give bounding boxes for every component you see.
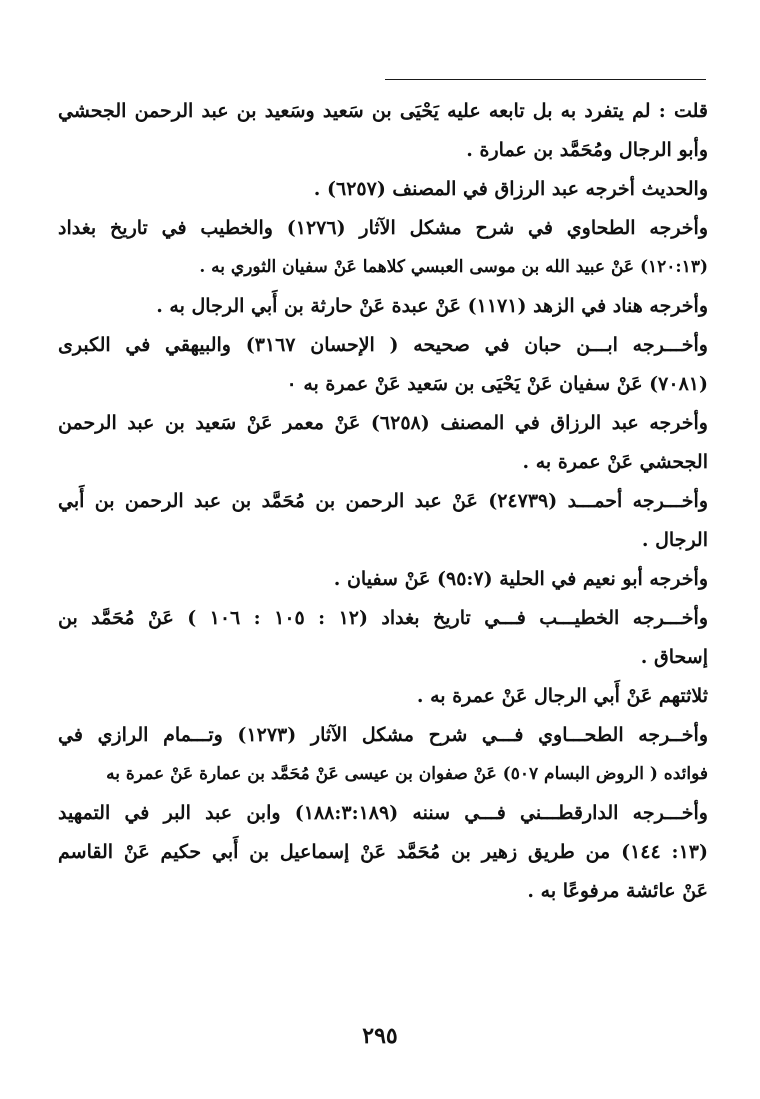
- text-line: وأخرجه الطحاوي في شرح مشكل الآثار (١٢٧٦) والخطيب في تاريخ بغداد: [58, 217, 708, 239]
- text-line: ثلاثتهم عَنْ أَبي الرجال عَنْ عمرة به .: [416, 685, 708, 707]
- text-line: عَنْ عائشة مرفوعًا به .: [527, 880, 708, 902]
- text-line: الجحشي عَنْ عمرة به .: [522, 451, 708, 473]
- text-line: وأخـــرجه ابـــن حبان في صحيحه ( الإحسان ٣١٦٧) والبيهقي في الكبرى: [58, 334, 708, 356]
- text-line: وأخـــرجه أحمـــد (٢٤٧٣٩) عَنْ عبد الرحمن بن مُحَمَّد بن عبد الرحمن بن أَبي: [58, 490, 708, 512]
- text-line: إسحاق .: [640, 646, 708, 668]
- text-line: قلت : لم يتفرد به بل تابعه عليه يَحْيَى بن سَعيد وسَعيد بن عبد الرحمن الجحشي: [58, 100, 708, 122]
- text-line: وأخرجه هناد في الزهد (١١٧١) عَنْ عبدة عَنْ حارثة بن أَبي الرجال به .: [156, 295, 708, 317]
- text-line: وأخرجه عبد الرزاق في المصنف (٦٢٥٨) عَنْ معمر عَنْ سَعيد بن عبد الرحمن: [58, 412, 708, 434]
- text-line: وأخـــرجه الدارقطـــني فـــي سننه (١٨٨:٣:١٨٩) وابن عبد البر في التمهيد: [58, 802, 708, 824]
- page-number: ٢٩٥: [362, 1023, 398, 1049]
- text-line: وأبو الرجال ومُحَمَّد بن عمارة .: [466, 139, 708, 161]
- text-line: وأخـــرجه الخطيـــب فـــي تاريخ بغداد (١٢ : ١٠٥ : ١٠٦ ) عَنْ مُحَمَّد بن: [58, 607, 708, 629]
- footnote-text: [58, 92, 708, 911]
- text-line: (١٣: ١٤٤) من طريق زهير بن مُحَمَّد عَنْ إسماعيل بن أَبي حكيم عَنْ القاسم: [58, 841, 708, 863]
- text-line: فوائده ( الروض البسام ٥٠٧) عَنْ صفوان بن عيسى عَنْ مُحَمَّد بن عمارة عَنْ عمرة به: [106, 764, 708, 784]
- text-line: والحديث أخرجه عبد الرزاق في المصنف (٦٢٥٧) .: [313, 178, 708, 200]
- text-line: الرجال .: [641, 529, 708, 551]
- text-line: وأخــرجه الطحـــاوي فـــي شرح مشكل الآثار (١٢٧٣) وتـــمام الرازي في: [58, 724, 708, 746]
- text-line: وأخرجه أبو نعيم في الحلية (٩٥:٧) عَنْ سفيان .: [333, 568, 708, 590]
- text-line: (١٢٠:١٣) عَنْ عبيد الله بن موسى العبسي كلاهما عَنْ سفيان الثوري به .: [199, 257, 708, 277]
- footnote-separator-rule: [385, 79, 706, 80]
- text-line: (٧٠٨١) عَنْ سفيان عَنْ يَحْيَى بن سَعيد عَنْ عمرة به ٠: [286, 373, 708, 395]
